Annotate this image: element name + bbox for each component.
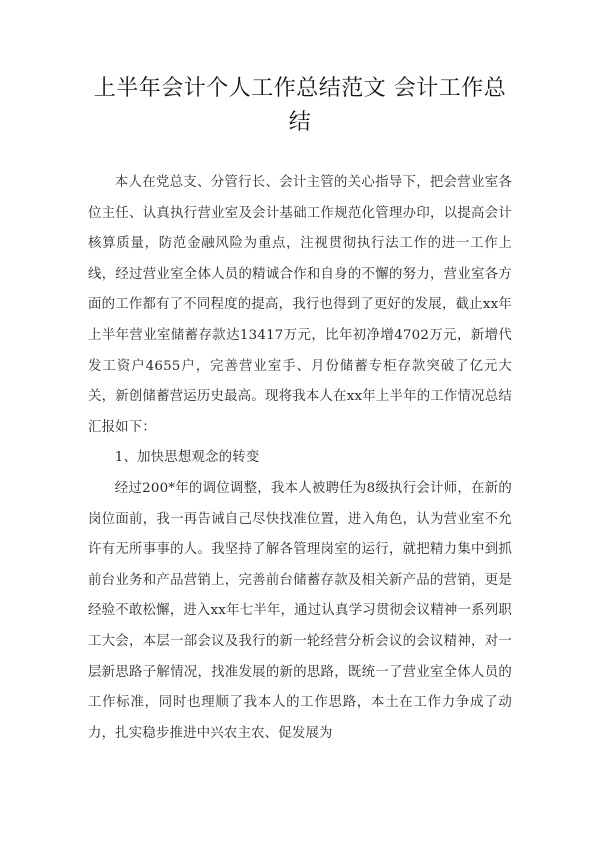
document-title: 上半年会计个人工作总结范文 会计工作总结 (93, 76, 507, 135)
section-heading: 1、加快思想观念的转变 (114, 450, 260, 466)
paragraph-section-1: 经过200*年的调位调整，我本人被聘任为8级执行会计师，在新的岗位面前，我一再告诫自己尽快找准位置，进入角色，认为营业室不允许有无所事事的人。我坚持了解各管理岗室的运行，就把精力集中到抓前台业务和产品营销上，完善前台储蓄存款及相关新产品的营销，更是经验不敢松懈，进入xx年七半年，通过认真学习贯彻会议精神一系列职工大会，本层一部会议及我行的新一轮经营分析会议的会议精神，对一层新思路子解情况，找准发展的新的思路，既统一了营业室全体人员的工作标准，同时也理顺了我本人的工作思路，本土在工作力争成了动力，扎实稳步推进中兴农主农、促发展为 (88, 480, 512, 741)
paragraph-intro: 本人在党总支、分管行长、会计主管的关心指导下，把会营业室各位主任、认真执行营业室及会计基础工作规范化管理办印，以提高会计核算质量，防范金融风险为重点，注视贯彻执行法工作的进一工作上线，经过营业室全体人员的精诚合作和自身的不懈的努力，营业室各方面的工作都有了不同程度的提高，我行也得到了更好的发展，截止xx年上半年营业室储蓄存款达13417万元，比年初净增4702万元，新增代发工资户4655户，完善营业室手、月份储蓄专柜存款突破了亿元大关，新创储蓄营运历史最高。现将我本人在xx年上半年的工作情况总结汇报如下： (88, 175, 512, 435)
document-body (88, 168, 512, 749)
